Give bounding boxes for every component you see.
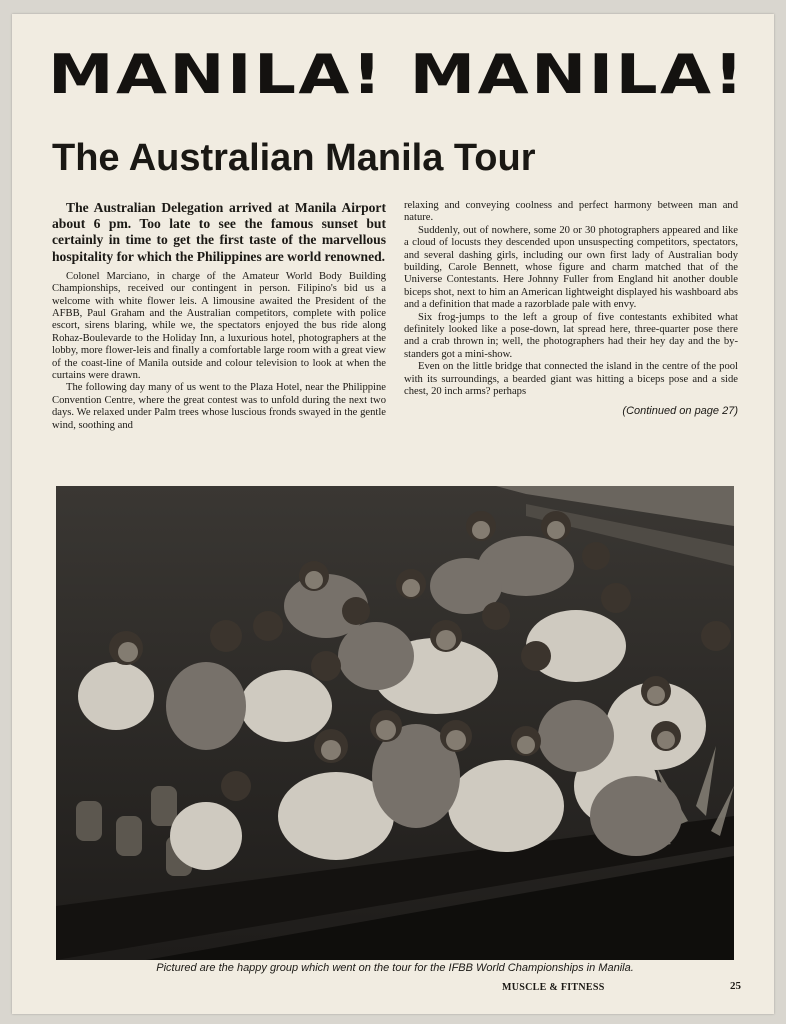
body-paragraph: The following day many of us went to the Plaza Hotel, near the Philippine Convention Centre, where the great contest was to unfold during the next two days. We relaxed under Palm trees whose luscious fronds swayed in the gentle wind, soothing and	[52, 382, 386, 431]
body-paragraph: Even on the little bridge that connected the island in the centre of the pool with its surroundings, a bearded giant was hitting a biceps pose and a side chest, 20 inch arms? perhaps	[404, 361, 738, 398]
article-body	[52, 200, 738, 484]
photo-caption: Pictured are the happy group which went on the tour for the IFBB World Championships in Manila.	[156, 962, 634, 974]
magazine-name: MUSCLE & FITNESS	[502, 982, 605, 993]
magazine-page	[12, 14, 774, 1014]
continued-note: (Continued on page 27)	[622, 404, 738, 417]
headline: MANILA! MANILA!	[48, 43, 746, 106]
column-left	[52, 200, 386, 484]
group-photo-illustration	[56, 486, 734, 960]
page-number: 25	[730, 980, 741, 992]
group-photo	[56, 486, 734, 960]
body-paragraph: relaxing and conveying coolness and perfect harmony between man and nature.	[404, 200, 738, 224]
body-paragraph: Six frog-jumps to the left a group of five contestants exhibited what definitely looked like a pose-down, lat spread here, three-quarter pose there and a crab thrown in; well, the photographers had their hey day and the by-standers got a mini-show.	[404, 311, 738, 360]
body-paragraph: Suddenly, out of nowhere, some 20 or 30 photographers appeared and like a cloud of locusts they descended upon unsuspecting competitors, spectators, and several dashing girls, including our own first lady of Australian body building, Carole Bennett, whose figure and charm matched that of the Universe Contestants. Here Johnny Fuller from England hit another double biceps shot, next to him an American lightweight displayed his washboard abs and a definition that made a razorblade pale with envy.	[404, 224, 738, 311]
column-right	[404, 200, 738, 484]
subheadline: The Australian Manila Tour	[52, 137, 536, 179]
body-paragraph: Colonel Marciano, in charge of the Amateur World Body Building Championships, received our contingent in person. Filipino's bid us a welcome with white flower leis. A limousine awaited the President of the AFBB, Paul Graham and the Australian competitors, complete with police escort, sirens blaring, while we, the spectators enjoyed the bus ride along Rohaz-Boulevarde to the Holiday Inn, a luxurious hotel, photographers at the lobby, more flower-leis and finally a comfortable large room with a great view of the coast-line of Manila outside and colour television to look at when the curtains were drawn.	[52, 270, 386, 382]
lead-paragraph: The Australian Delegation arrived at Manila Airport about 6 pm. Too late to see the famous sunset but certainly in time to get the first taste of the marvellous hospitality for which the Philippines are world renowned.	[52, 200, 386, 264]
